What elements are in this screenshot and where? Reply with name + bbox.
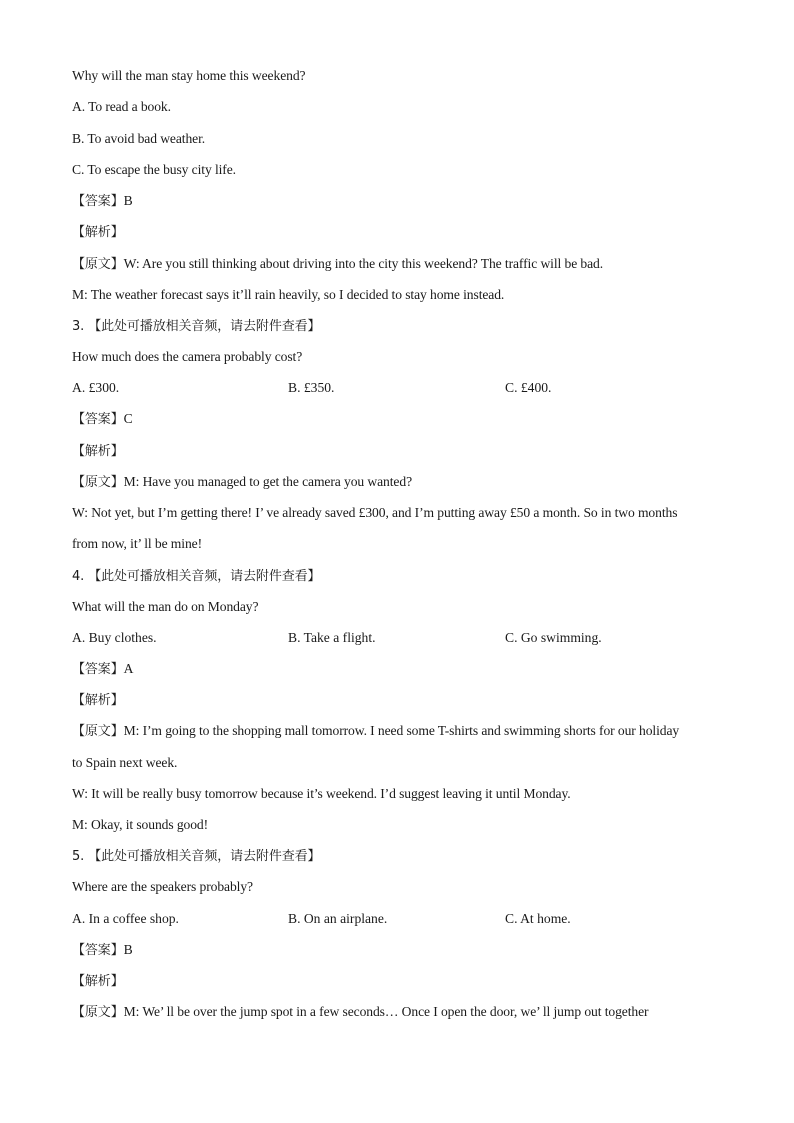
question-4-transcript-line: W: It will be really busy tomorrow because it’s weekend. I’d suggest leaving it until Monday. — [72, 786, 571, 801]
source-tag: 【原文】 — [72, 724, 124, 739]
question-4-options — [72, 629, 722, 647]
transcript-text: W: Are you still thinking about driving into the city this weekend? The traffic will be bad. — [123, 256, 604, 271]
audio-heading: 5. 【此处可播放相关音频，请去附件查看】 — [72, 849, 321, 864]
option-b: B. £350. — [288, 380, 335, 395]
question-2-transcript-line: M: The weather forecast says it’ll rain heavily, so I decided to stay home instead. — [72, 287, 505, 302]
question-5-transcript-line — [72, 1003, 648, 1022]
question-3-transcript-line: from now, it’ ll be mine! — [72, 536, 203, 551]
question-3-heading — [72, 317, 320, 336]
audio-heading: 3. 【此处可播放相关音频，请去附件查看】 — [72, 319, 321, 334]
question-4-transcript-line: to Spain next week. — [72, 755, 178, 770]
source-tag: 【原文】 — [72, 257, 124, 272]
question-3-transcript-line — [72, 473, 412, 492]
option-a: A. Buy clothes. — [72, 630, 157, 645]
transcript-text: M: Have you managed to get the camera you wanted? — [123, 474, 412, 489]
answer-value: A — [123, 661, 134, 676]
analysis-tag: 【解析】 — [72, 444, 124, 459]
question-4-transcript-line: M: Okay, it sounds good! — [72, 817, 209, 832]
option-a: A. In a coffee shop. — [72, 911, 179, 926]
option-b: B. Take a flight. — [288, 630, 376, 645]
question-2-answer — [72, 192, 133, 211]
question-2-option-c: C. To escape the busy city life. — [72, 162, 236, 177]
question-5-text: Where are the speakers probably? — [72, 879, 253, 894]
answer-tag: 【答案】 — [72, 662, 124, 677]
answer-tag: 【答案】 — [72, 943, 124, 958]
question-4-transcript-line — [72, 722, 679, 741]
question-4-answer — [72, 660, 133, 679]
question-3-transcript-line: W: Not yet, but I’m getting there! I’ ve already saved £300, and I’m putting away £50 a month. So in two months — [72, 505, 678, 520]
question-3-answer — [72, 410, 133, 429]
question-3-analysis — [72, 442, 124, 461]
answer-value: B — [123, 942, 133, 957]
answer-value: B — [123, 193, 133, 208]
analysis-tag: 【解析】 — [72, 974, 124, 989]
question-5-analysis — [72, 972, 124, 991]
answer-tag: 【答案】 — [72, 194, 124, 209]
question-4-heading — [72, 567, 320, 586]
option-c: C. At home. — [505, 911, 571, 926]
question-5-answer — [72, 941, 133, 960]
question-2-transcript-line — [72, 255, 603, 274]
question-2-text: Why will the man stay home this weekend? — [72, 68, 306, 83]
analysis-tag: 【解析】 — [72, 693, 124, 708]
audio-heading: 4. 【此处可播放相关音频，请去附件查看】 — [72, 569, 321, 584]
source-tag: 【原文】 — [72, 1005, 124, 1020]
question-3-options — [72, 379, 722, 397]
question-5-options — [72, 910, 722, 928]
question-2-analysis — [72, 223, 124, 242]
answer-value: C — [123, 411, 133, 426]
question-4-analysis — [72, 691, 124, 710]
question-3-text: How much does the camera probably cost? — [72, 349, 303, 364]
question-2-option-b: B. To avoid bad weather. — [72, 131, 206, 146]
option-c: C. £400. — [505, 380, 552, 395]
option-a: A. £300. — [72, 380, 120, 395]
option-c: C. Go swimming. — [505, 630, 602, 645]
analysis-tag: 【解析】 — [72, 225, 124, 240]
question-5-heading — [72, 847, 320, 866]
option-b: B. On an airplane. — [288, 911, 388, 926]
source-tag: 【原文】 — [72, 475, 124, 490]
transcript-text: M: I’m going to the shopping mall tomorrow. I need some T-shirts and swimming shorts for our holiday — [123, 723, 680, 738]
transcript-text: M: We’ ll be over the jump spot in a few seconds… Once I open the door, we’ ll jump out together — [123, 1004, 649, 1019]
question-2-option-a: A. To read a book. — [72, 99, 171, 114]
answer-tag: 【答案】 — [72, 412, 124, 427]
question-4-text: What will the man do on Monday? — [72, 599, 259, 614]
